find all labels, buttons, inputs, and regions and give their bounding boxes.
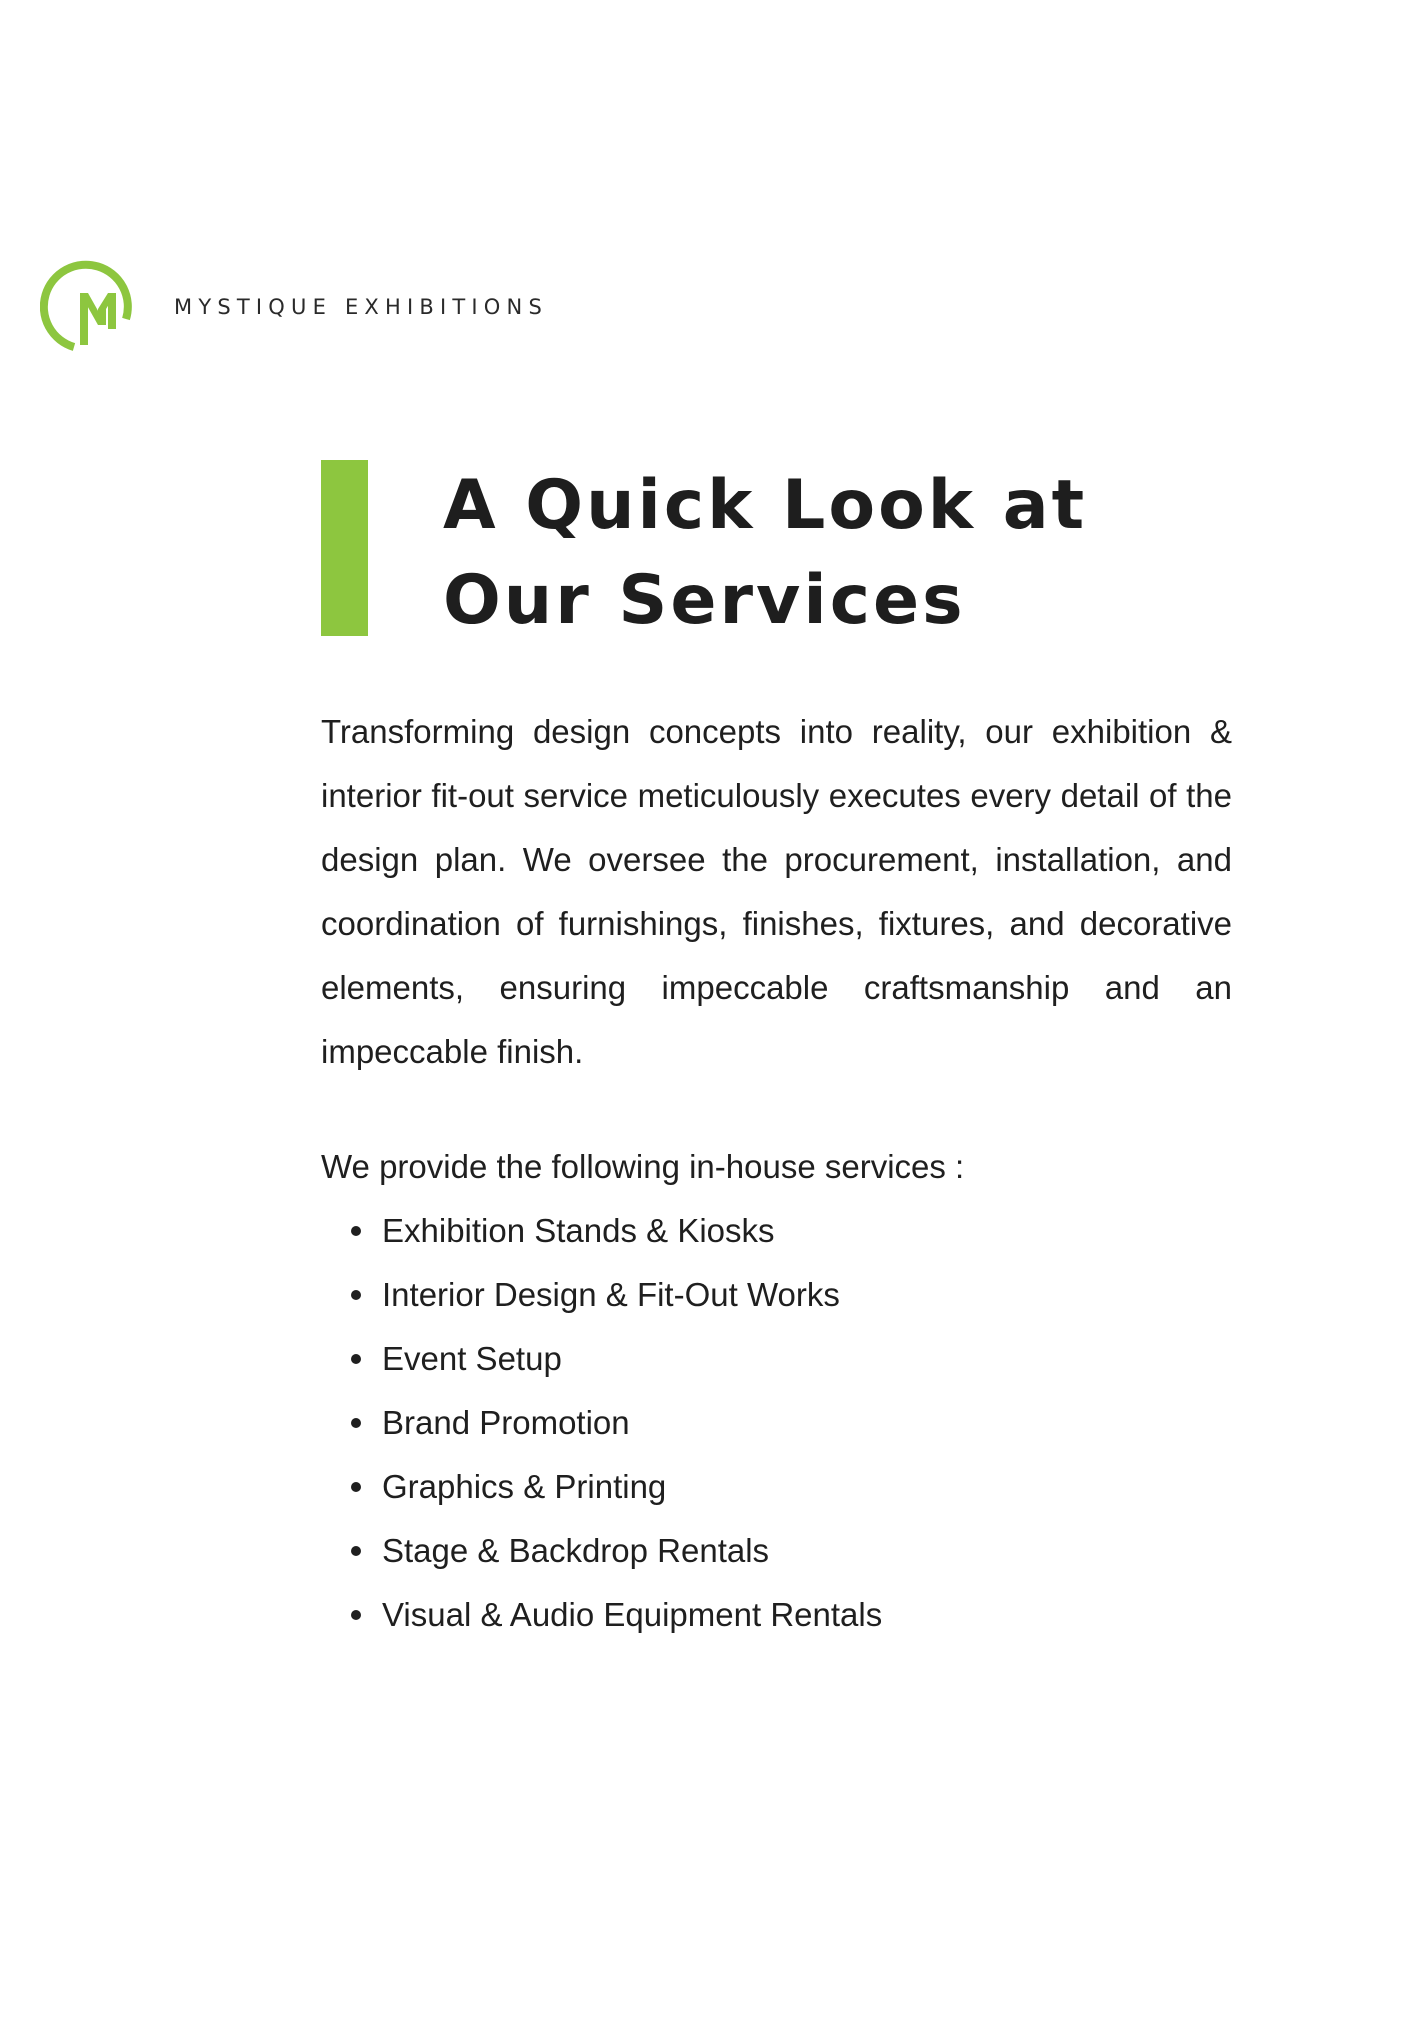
page-title-line-2: Our Services [443, 561, 966, 640]
list-item [321, 1391, 882, 1455]
service-label: Brand Promotion [382, 1404, 630, 1441]
list-item [321, 1583, 882, 1647]
intro-paragraph: Transforming design concepts into reality, our exhibition & interior fit-out service meticulously executes every detail of the design plan. We oversee the procurement, installation, and coordination of furnishings, finishes, fixtures, and decorative elements, ensuring impeccable craftsmanship and an impeccable finish. [321, 713, 1232, 1070]
service-label: Event Setup [382, 1340, 562, 1377]
list-item [321, 1263, 882, 1327]
bullet-icon [351, 1546, 361, 1556]
page-title [443, 458, 1163, 648]
list-item [321, 1199, 882, 1263]
list-item [321, 1455, 882, 1519]
bullet-icon [351, 1418, 361, 1428]
service-label: Visual & Audio Equipment Rentals [382, 1596, 883, 1633]
list-item [321, 1327, 882, 1391]
bullet-icon [351, 1226, 361, 1236]
page-title-line-1: A Quick Look at [443, 466, 1088, 545]
services-list [321, 1199, 882, 1647]
title-accent-bar [321, 460, 368, 636]
bullet-icon [351, 1354, 361, 1364]
brand-name: MYSTIQUE EXHIBITIONS [174, 295, 548, 319]
brand-header [40, 259, 548, 355]
bullet-icon [351, 1482, 361, 1492]
service-label: Exhibition Stands & Kiosks [382, 1212, 775, 1249]
mystique-m-logo-icon [40, 259, 136, 355]
services-heading: We provide the following in-house services : [321, 1148, 965, 1185]
service-label: Graphics & Printing [382, 1468, 667, 1505]
bullet-icon [351, 1610, 361, 1620]
list-item [321, 1519, 882, 1583]
bullet-icon [351, 1290, 361, 1300]
service-label: Interior Design & Fit-Out Works [382, 1276, 840, 1313]
service-label: Stage & Backdrop Rentals [382, 1532, 770, 1569]
